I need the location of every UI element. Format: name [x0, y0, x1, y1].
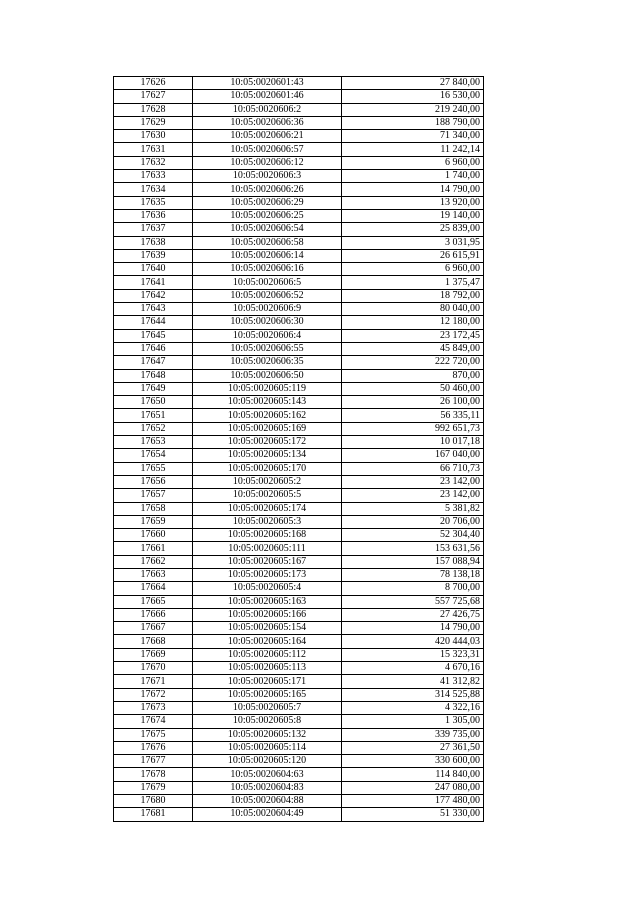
cadastral-number-cell: 10:05:0020605:154	[193, 622, 342, 635]
table-row	[114, 356, 484, 369]
amount-cell: 330 600,00	[342, 755, 484, 768]
row-number-cell: 17653	[114, 436, 193, 449]
row-number-cell: 17631	[114, 143, 193, 156]
amount-cell: 56 335,11	[342, 409, 484, 422]
cadastral-number-cell: 10:05:0020605:171	[193, 675, 342, 688]
table-row	[114, 263, 484, 276]
row-number-cell: 17680	[114, 795, 193, 808]
data-table	[113, 76, 484, 822]
cadastral-number-cell: 10:05:0020605:162	[193, 409, 342, 422]
cadastral-number-cell: 10:05:0020606:3	[193, 170, 342, 183]
table-row	[114, 795, 484, 808]
cadastral-number-cell: 10:05:0020605:5	[193, 489, 342, 502]
cadastral-number-cell: 10:05:0020605:174	[193, 502, 342, 515]
amount-cell: 51 330,00	[342, 808, 484, 821]
table-row	[114, 396, 484, 409]
cadastral-number-cell: 10:05:0020606:57	[193, 143, 342, 156]
row-number-cell: 17678	[114, 768, 193, 781]
table-row	[114, 329, 484, 342]
table-row	[114, 622, 484, 635]
row-number-cell: 17646	[114, 342, 193, 355]
table-row	[114, 436, 484, 449]
table-row	[114, 289, 484, 302]
row-number-cell: 17634	[114, 183, 193, 196]
row-number-cell: 17657	[114, 489, 193, 502]
cadastral-number-cell: 10:05:0020605:2	[193, 475, 342, 488]
cadastral-number-cell: 10:05:0020605:168	[193, 529, 342, 542]
cadastral-number-cell: 10:05:0020605:119	[193, 382, 342, 395]
amount-cell: 6 960,00	[342, 263, 484, 276]
amount-cell: 41 312,82	[342, 675, 484, 688]
cadastral-number-cell: 10:05:0020605:132	[193, 728, 342, 741]
row-number-cell: 17681	[114, 808, 193, 821]
amount-cell: 992 651,73	[342, 422, 484, 435]
amount-cell: 23 142,00	[342, 475, 484, 488]
amount-cell: 52 304,40	[342, 529, 484, 542]
row-number-cell: 17630	[114, 130, 193, 143]
row-number-cell: 17651	[114, 409, 193, 422]
amount-cell: 27 361,50	[342, 741, 484, 754]
cadastral-number-cell: 10:05:0020606:55	[193, 342, 342, 355]
cadastral-number-cell: 10:05:0020606:21	[193, 130, 342, 143]
amount-cell: 13 920,00	[342, 196, 484, 209]
amount-cell: 247 080,00	[342, 781, 484, 794]
table-row	[114, 568, 484, 581]
table-row	[114, 502, 484, 515]
cadastral-number-cell: 10:05:0020605:173	[193, 568, 342, 581]
row-number-cell: 17635	[114, 196, 193, 209]
table-row	[114, 90, 484, 103]
amount-cell: 66 710,73	[342, 462, 484, 475]
row-number-cell: 17677	[114, 755, 193, 768]
table-row	[114, 236, 484, 249]
table-row	[114, 688, 484, 701]
amount-cell: 80 040,00	[342, 303, 484, 316]
cadastral-number-cell: 10:05:0020604:83	[193, 781, 342, 794]
amount-cell: 16 530,00	[342, 90, 484, 103]
table-row	[114, 635, 484, 648]
table-body	[114, 77, 484, 822]
amount-cell: 314 525,88	[342, 688, 484, 701]
row-number-cell: 17670	[114, 662, 193, 675]
row-number-cell: 17656	[114, 475, 193, 488]
table-row	[114, 303, 484, 316]
table-row	[114, 249, 484, 262]
amount-cell: 23 172,45	[342, 329, 484, 342]
row-number-cell: 17628	[114, 103, 193, 116]
amount-cell: 27 840,00	[342, 77, 484, 90]
row-number-cell: 17666	[114, 608, 193, 621]
amount-cell: 23 142,00	[342, 489, 484, 502]
row-number-cell: 17642	[114, 289, 193, 302]
row-number-cell: 17640	[114, 263, 193, 276]
row-number-cell: 17672	[114, 688, 193, 701]
row-number-cell: 17671	[114, 675, 193, 688]
cadastral-number-cell: 10:05:0020606:35	[193, 356, 342, 369]
cadastral-number-cell: 10:05:0020605:120	[193, 755, 342, 768]
cadastral-number-cell: 10:05:0020605:134	[193, 449, 342, 462]
table-row	[114, 130, 484, 143]
cadastral-number-cell: 10:05:0020605:8	[193, 715, 342, 728]
amount-cell: 15 323,31	[342, 648, 484, 661]
cadastral-number-cell: 10:05:0020601:43	[193, 77, 342, 90]
amount-cell: 19 140,00	[342, 209, 484, 222]
row-number-cell: 17658	[114, 502, 193, 515]
table-row	[114, 781, 484, 794]
amount-cell: 20 706,00	[342, 515, 484, 528]
table-row	[114, 223, 484, 236]
cadastral-number-cell: 10:05:0020605:172	[193, 436, 342, 449]
table-row	[114, 648, 484, 661]
amount-cell: 10 017,18	[342, 436, 484, 449]
amount-cell: 8 700,00	[342, 582, 484, 595]
cadastral-number-cell: 10:05:0020604:63	[193, 768, 342, 781]
amount-cell: 11 242,14	[342, 143, 484, 156]
amount-cell: 71 340,00	[342, 130, 484, 143]
cadastral-number-cell: 10:05:0020605:166	[193, 608, 342, 621]
table-row	[114, 170, 484, 183]
table-row	[114, 209, 484, 222]
row-number-cell: 17662	[114, 555, 193, 568]
amount-cell: 14 790,00	[342, 622, 484, 635]
row-number-cell: 17664	[114, 582, 193, 595]
table-row	[114, 183, 484, 196]
amount-cell: 219 240,00	[342, 103, 484, 116]
amount-cell: 26 100,00	[342, 396, 484, 409]
amount-cell: 557 725,68	[342, 595, 484, 608]
table-row	[114, 542, 484, 555]
table-row	[114, 701, 484, 714]
row-number-cell: 17659	[114, 515, 193, 528]
amount-cell: 157 088,94	[342, 555, 484, 568]
table-row	[114, 595, 484, 608]
row-number-cell: 17645	[114, 329, 193, 342]
row-number-cell: 17679	[114, 781, 193, 794]
cadastral-number-cell: 10:05:0020605:3	[193, 515, 342, 528]
table-row	[114, 449, 484, 462]
table-row	[114, 715, 484, 728]
table-row	[114, 156, 484, 169]
table-row	[114, 276, 484, 289]
amount-cell: 177 480,00	[342, 795, 484, 808]
row-number-cell: 17661	[114, 542, 193, 555]
amount-cell: 153 631,56	[342, 542, 484, 555]
row-number-cell: 17654	[114, 449, 193, 462]
cadastral-number-cell: 10:05:0020606:14	[193, 249, 342, 262]
row-number-cell: 17627	[114, 90, 193, 103]
table-row	[114, 675, 484, 688]
cadastral-number-cell: 10:05:0020606:2	[193, 103, 342, 116]
row-number-cell: 17655	[114, 462, 193, 475]
table-row	[114, 582, 484, 595]
cadastral-number-cell: 10:05:0020606:25	[193, 209, 342, 222]
row-number-cell: 17626	[114, 77, 193, 90]
row-number-cell: 17638	[114, 236, 193, 249]
amount-cell: 3 031,95	[342, 236, 484, 249]
cadastral-number-cell: 10:05:0020606:26	[193, 183, 342, 196]
row-number-cell: 17665	[114, 595, 193, 608]
cadastral-number-cell: 10:05:0020606:29	[193, 196, 342, 209]
cadastral-number-cell: 10:05:0020605:4	[193, 582, 342, 595]
amount-cell: 4 322,16	[342, 701, 484, 714]
amount-cell: 5 381,82	[342, 502, 484, 515]
table-row	[114, 741, 484, 754]
cadastral-number-cell: 10:05:0020605:114	[193, 741, 342, 754]
cadastral-number-cell: 10:05:0020605:170	[193, 462, 342, 475]
table-row	[114, 555, 484, 568]
amount-cell: 12 180,00	[342, 316, 484, 329]
cadastral-number-cell: 10:05:0020605:143	[193, 396, 342, 409]
amount-cell: 188 790,00	[342, 116, 484, 129]
amount-cell: 1 305,00	[342, 715, 484, 728]
table-row	[114, 116, 484, 129]
amount-cell: 870,00	[342, 369, 484, 382]
table-row	[114, 728, 484, 741]
cadastral-number-cell: 10:05:0020604:88	[193, 795, 342, 808]
amount-cell: 114 840,00	[342, 768, 484, 781]
amount-cell: 18 792,00	[342, 289, 484, 302]
table-row	[114, 475, 484, 488]
amount-cell: 339 735,00	[342, 728, 484, 741]
amount-cell: 50 460,00	[342, 382, 484, 395]
cadastral-number-cell: 10:05:0020606:52	[193, 289, 342, 302]
row-number-cell: 17669	[114, 648, 193, 661]
amount-cell: 25 839,00	[342, 223, 484, 236]
table-row	[114, 662, 484, 675]
cadastral-number-cell: 10:05:0020606:5	[193, 276, 342, 289]
table-row	[114, 808, 484, 821]
amount-cell: 45 849,00	[342, 342, 484, 355]
cadastral-number-cell: 10:05:0020605:167	[193, 555, 342, 568]
amount-cell: 6 960,00	[342, 156, 484, 169]
table-row	[114, 143, 484, 156]
table-row	[114, 489, 484, 502]
table-row	[114, 369, 484, 382]
cadastral-number-cell: 10:05:0020605:165	[193, 688, 342, 701]
table-row	[114, 196, 484, 209]
row-number-cell: 17629	[114, 116, 193, 129]
cadastral-number-cell: 10:05:0020604:49	[193, 808, 342, 821]
cadastral-number-cell: 10:05:0020606:30	[193, 316, 342, 329]
amount-cell: 78 138,18	[342, 568, 484, 581]
row-number-cell: 17632	[114, 156, 193, 169]
table-row	[114, 608, 484, 621]
amount-cell: 222 720,00	[342, 356, 484, 369]
row-number-cell: 17648	[114, 369, 193, 382]
cadastral-number-cell: 10:05:0020606:16	[193, 263, 342, 276]
table-row	[114, 515, 484, 528]
cadastral-number-cell: 10:05:0020605:111	[193, 542, 342, 555]
table-row	[114, 409, 484, 422]
row-number-cell: 17675	[114, 728, 193, 741]
cadastral-number-cell: 10:05:0020606:58	[193, 236, 342, 249]
row-number-cell: 17673	[114, 701, 193, 714]
table-row	[114, 462, 484, 475]
cadastral-number-cell: 10:05:0020605:7	[193, 701, 342, 714]
cadastral-number-cell: 10:05:0020605:163	[193, 595, 342, 608]
cadastral-number-cell: 10:05:0020605:113	[193, 662, 342, 675]
row-number-cell: 17652	[114, 422, 193, 435]
cadastral-number-cell: 10:05:0020606:12	[193, 156, 342, 169]
table-row	[114, 316, 484, 329]
cadastral-number-cell: 10:05:0020605:112	[193, 648, 342, 661]
row-number-cell: 17633	[114, 170, 193, 183]
amount-cell: 1 375,47	[342, 276, 484, 289]
table-row	[114, 529, 484, 542]
table-row	[114, 77, 484, 90]
amount-cell: 167 040,00	[342, 449, 484, 462]
cadastral-number-cell: 10:05:0020601:46	[193, 90, 342, 103]
table-row	[114, 103, 484, 116]
row-number-cell: 17637	[114, 223, 193, 236]
amount-cell: 26 615,91	[342, 249, 484, 262]
row-number-cell: 17644	[114, 316, 193, 329]
cadastral-number-cell: 10:05:0020606:4	[193, 329, 342, 342]
amount-cell: 14 790,00	[342, 183, 484, 196]
row-number-cell: 17668	[114, 635, 193, 648]
row-number-cell: 17667	[114, 622, 193, 635]
row-number-cell: 17650	[114, 396, 193, 409]
row-number-cell: 17647	[114, 356, 193, 369]
cadastral-number-cell: 10:05:0020605:169	[193, 422, 342, 435]
table-row	[114, 422, 484, 435]
row-number-cell: 17660	[114, 529, 193, 542]
cadastral-number-cell: 10:05:0020606:54	[193, 223, 342, 236]
amount-cell: 4 670,16	[342, 662, 484, 675]
table-row	[114, 755, 484, 768]
row-number-cell: 17636	[114, 209, 193, 222]
cadastral-number-cell: 10:05:0020605:164	[193, 635, 342, 648]
row-number-cell: 17639	[114, 249, 193, 262]
table-row	[114, 382, 484, 395]
row-number-cell: 17676	[114, 741, 193, 754]
table-row	[114, 768, 484, 781]
row-number-cell: 17649	[114, 382, 193, 395]
amount-cell: 420 444,03	[342, 635, 484, 648]
row-number-cell: 17641	[114, 276, 193, 289]
cadastral-number-cell: 10:05:0020606:36	[193, 116, 342, 129]
amount-cell: 1 740,00	[342, 170, 484, 183]
table-row	[114, 342, 484, 355]
amount-cell: 27 426,75	[342, 608, 484, 621]
cadastral-number-cell: 10:05:0020606:9	[193, 303, 342, 316]
row-number-cell: 17643	[114, 303, 193, 316]
row-number-cell: 17674	[114, 715, 193, 728]
cadastral-number-cell: 10:05:0020606:50	[193, 369, 342, 382]
row-number-cell: 17663	[114, 568, 193, 581]
